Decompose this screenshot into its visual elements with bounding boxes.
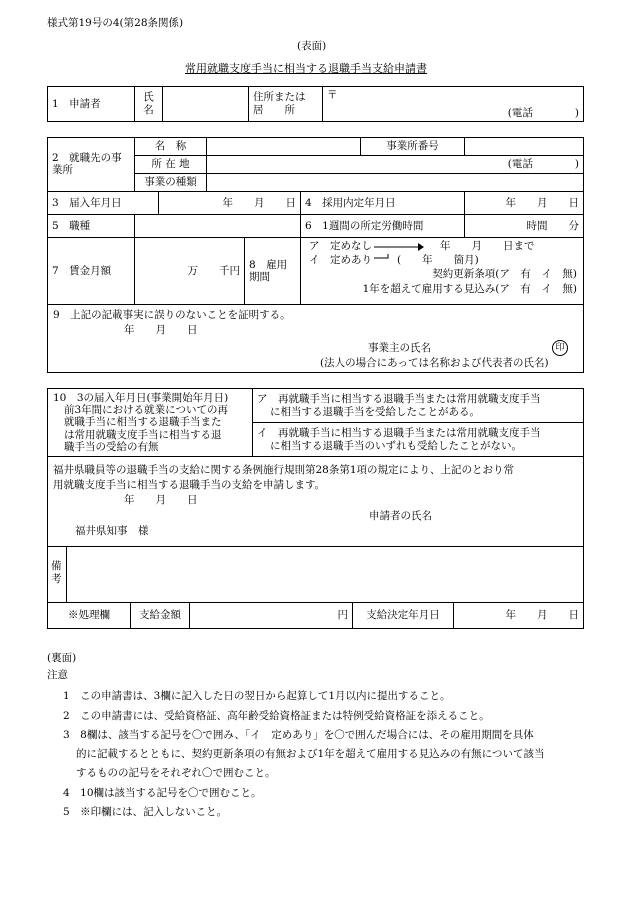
option-i-line2: に相当する退職手当のいずれも受給したことがない。 [270, 439, 522, 452]
employer-label: 2 就職先の事業所 [48, 138, 135, 192]
option-a-line1: ア 再就職手当に相当する退職手当または常用就職支度手当 [257, 392, 541, 405]
processing-label: ※処理欄 [48, 602, 131, 629]
previous-benefit-label-line5: 職手当の受給の有無 [64, 441, 159, 454]
wage-text: 万 千円 [187, 264, 240, 277]
note-5: 5 ※印欄には、記入しないこと。 [63, 806, 228, 818]
over-one-year[interactable]: 1年を超えて雇用する見込み(ア 有 イ 無) [362, 283, 577, 296]
weekly-hours-label: 6 1週間の所定労働時間 [301, 215, 465, 238]
certification-date: 年 月 日 [124, 324, 198, 336]
decision-date-field[interactable] [454, 602, 584, 629]
wage-field[interactable] [135, 238, 245, 305]
processing-table [47, 602, 584, 629]
offer-date-label: 4 採用内定年月日 [301, 191, 465, 214]
previous-benefit-option-i[interactable] [253, 423, 584, 457]
employer-location-field[interactable] [207, 155, 584, 173]
address-label [249, 87, 323, 122]
option-a-date: 年 月 日まで [440, 240, 535, 253]
note-3-line2: 的に記載するとともに、契約更新条項の有無および1年を超えて雇用する見込みの有無について該当 [76, 748, 545, 760]
note-3-line3: するものの記号をそれぞれ〇で囲むこと。 [76, 767, 276, 779]
option-i[interactable]: イ 定めあり [309, 254, 372, 267]
notification-date-field[interactable] [159, 191, 301, 214]
certification-text: 9 上記の記載事実に誤りのないことを証明する。 [53, 309, 291, 321]
bracket-line-icon [374, 252, 396, 266]
notification-date-label: 3 届入年月日 [48, 191, 159, 214]
remarks-label-1: 備 [51, 560, 62, 572]
business-type-field[interactable] [207, 173, 584, 191]
address-label-line1: 住所または [253, 91, 306, 104]
applicant-label: 1 申請者 [48, 87, 135, 122]
employer-name-sign-label: 事業主の氏名 [368, 342, 431, 354]
note-2: 2 この申請書には、受給資格証、高年齢受給資格証または特例受給資格証を添えること。 [63, 710, 490, 722]
applicant-tel: (電話 ) [507, 107, 579, 120]
decision-date-text: 年 月 日 [505, 608, 579, 621]
employment-period-field[interactable] [301, 238, 584, 305]
note-4: 4 10欄は該当する記号を〇で囲むこと。 [63, 787, 262, 799]
note-1: 1 この申請書は、3欄に記入した日の翌日から起算して1月以内に提出すること。 [63, 690, 451, 702]
employment-period-label: 8 雇用期間 [245, 238, 301, 305]
office-number-label: 事業所番号 [361, 138, 465, 156]
certification-box [47, 305, 584, 373]
employer-name-field[interactable] [207, 138, 361, 156]
option-i-line1: イ 再就職手当に相当する退職手当または常用就職支度手当 [257, 426, 541, 439]
business-type-label: 事業の種類 [135, 173, 207, 191]
application-box [47, 456, 584, 547]
renewal-clause[interactable]: 契約更新条項(ア 有 イ 無) [432, 268, 577, 281]
applicant-table [47, 86, 584, 122]
remarks-label-cell [48, 546, 67, 602]
remarks-field[interactable] [67, 546, 583, 602]
employment-table [47, 137, 584, 305]
decision-date-label: 支給決定年月日 [353, 602, 454, 629]
notification-date-text: 年 月 日 [222, 196, 296, 209]
application-text-line1: 福井県職員等の退職手当の支給に関する条例施行規則第28条第1項の規定により、上記のとおり常 [53, 464, 515, 476]
seal-icon: 印 [552, 340, 568, 356]
address-label-line2: 居 所 [253, 104, 295, 116]
employer-tel: (電話 ) [507, 158, 579, 171]
amount-field[interactable] [190, 602, 353, 629]
employer-location-label: 所 在 地 [135, 155, 207, 173]
offer-date-text: 年 月 日 [505, 196, 579, 209]
offer-date-field[interactable] [465, 191, 584, 214]
previous-benefit-label-line4: は常用就職支度手当に相当する退 [64, 428, 222, 441]
note-3-line1: 3 8欄は、該当する記号を〇で囲み、「イ 定めあり」を〇で囲んだ場合には、その雇用期間を具体 [63, 729, 534, 741]
weekly-hours-text: 時間 分 [526, 219, 579, 232]
application-text-line2: 用就職支度手当に相当する退職手当の支給を申請します。 [53, 479, 326, 491]
previous-benefit-label [48, 389, 253, 457]
address-field[interactable] [323, 87, 584, 122]
addressee: 福井県知事 様 [75, 525, 149, 537]
corporation-note: (法人の場合にあっては名称および代表者の氏名) [320, 357, 549, 369]
name-label: 氏名 [135, 87, 163, 122]
arrow-right-icon [374, 242, 424, 252]
remarks-label-2: 考 [51, 573, 62, 585]
application-date: 年 月 日 [124, 494, 198, 506]
amount-label: 支給金額 [131, 602, 190, 629]
postal-mark: 〒 [327, 89, 338, 101]
previous-benefit-option-a[interactable] [253, 389, 584, 423]
previous-benefit-label-line1: 10 3の届入年月日(事業開始年月日) [53, 391, 229, 404]
employer-name-label: 名 称 [135, 138, 207, 156]
yen-unit: 円 [337, 608, 348, 621]
name-field[interactable] [163, 87, 249, 122]
job-type-label: 5 職種 [48, 215, 135, 238]
previous-benefit-label-line2: 前3年間における就業についての再 [64, 403, 228, 416]
wage-label: 7 賃金月額 [48, 238, 135, 305]
side-label-back: (裏面) [47, 652, 77, 664]
office-number-field[interactable] [465, 138, 584, 156]
side-label-front: (表面) [297, 40, 327, 52]
previous-benefit-table [47, 388, 584, 457]
form-number: 様式第19号の4(第28条関係) [47, 17, 184, 29]
notes-title: 注意 [47, 669, 68, 681]
option-a-line2: に相当する退職手当を受給したことがある。 [270, 405, 480, 418]
previous-benefit-label-line3: 就職手当に相当する退職手当また [64, 416, 222, 429]
page-title: 常用就職支度手当に相当する退職手当支給申請書 [185, 62, 427, 75]
option-a[interactable]: ア 定めなし [309, 240, 372, 253]
applicant-name-sign-label: 申請者の氏名 [369, 510, 432, 522]
job-type-field[interactable] [135, 215, 301, 238]
remarks-box [47, 546, 584, 603]
weekly-hours-field[interactable] [465, 215, 584, 238]
option-i-period: ( 年 箇月) [397, 254, 479, 267]
